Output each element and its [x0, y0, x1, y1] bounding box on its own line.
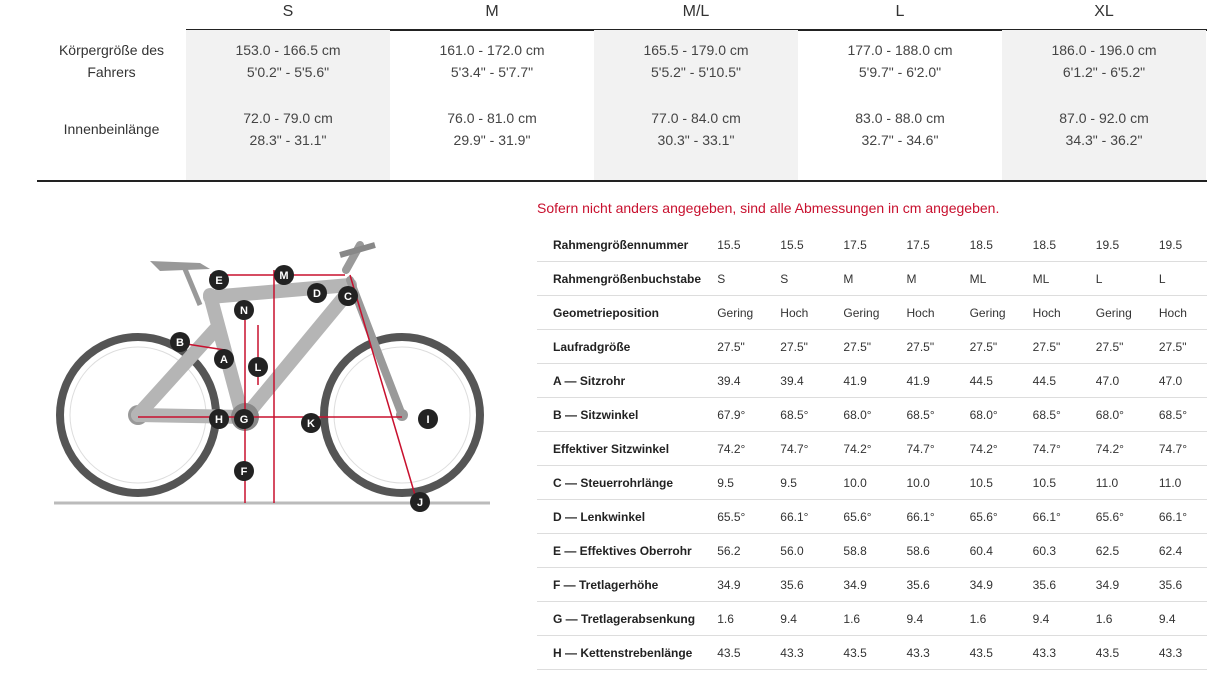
rider-height-in: 5'9.7" - 6'2.0": [858, 64, 942, 80]
units-notice: Sofern nicht anders angegeben, sind alle Abmessungen in cm angegeben.: [537, 200, 1000, 216]
table-cell: L: [1095, 271, 1103, 286]
table-row: [537, 262, 1207, 296]
inseam-in: 30.3" - 33.1": [657, 132, 735, 148]
marker-m-label: M: [279, 270, 289, 282]
table-cell: 35.6: [1032, 577, 1057, 592]
table-cell: 74.2°: [1095, 441, 1124, 456]
table-cell: 43.5: [969, 645, 993, 660]
table-row: [537, 500, 1207, 534]
table-cell: 62.4: [1158, 543, 1183, 558]
table-cell: 9.4: [1158, 611, 1176, 626]
table-cell: 43.5: [1095, 645, 1120, 660]
table-cell: 17.5: [843, 237, 867, 252]
table-cell: 68.5°: [1032, 407, 1061, 422]
table-cell: 74.2°: [843, 441, 872, 456]
size-table: [37, 0, 1207, 148]
table-row: [537, 398, 1207, 432]
table-cell: 68.0°: [969, 407, 998, 422]
table-cell: 34.9: [843, 577, 867, 592]
rider-height-cm: 177.0 - 188.0 cm: [847, 42, 953, 58]
table-cell: 27.5": [1032, 339, 1061, 354]
size-col-s: [186, 30, 390, 180]
inseam-cm: 77.0 - 84.0 cm: [651, 110, 741, 126]
table-cell: 35.6: [906, 577, 930, 592]
table-cell: 34.9: [717, 577, 741, 592]
table-cell: 27.5": [843, 339, 872, 354]
row-label: A — Sitzrohr: [553, 373, 626, 388]
size-col-l: [798, 30, 1002, 180]
bike-illustration: [50, 225, 495, 525]
marker-h-label: H: [215, 414, 223, 426]
bike-geometry-diagram: [50, 225, 495, 525]
table-cell: 39.4: [780, 373, 804, 388]
table-cell: 11.0: [1095, 475, 1119, 490]
inseam-cm: 83.0 - 88.0 cm: [855, 110, 945, 126]
row-label: Effektiver Sitzwinkel: [553, 441, 670, 456]
inseam-cm: 87.0 - 92.0 cm: [1059, 110, 1149, 126]
marker-d-label: D: [313, 288, 321, 300]
table-cell: Gering: [843, 305, 880, 320]
marker-c-label: C: [344, 291, 352, 303]
row-label: Rahmengrößennummer: [553, 237, 689, 252]
table-cell: 43.3: [780, 645, 804, 660]
table-cell: 19.5: [1095, 237, 1120, 252]
table-cell: 56.2: [717, 543, 741, 558]
table-cell: 35.6: [780, 577, 804, 592]
saddle: [150, 261, 210, 271]
table-cell: 60.4: [969, 543, 993, 558]
table-cell: 9.4: [906, 611, 924, 626]
table-cell: 27.5": [969, 339, 998, 354]
table-cell: 60.3: [1032, 543, 1057, 558]
size-body: [37, 30, 1207, 180]
row-label: Laufradgröße: [553, 339, 631, 354]
table-cell: 41.9: [906, 373, 930, 388]
table-cell: Gering: [969, 305, 1006, 320]
table-cell: 43.5: [717, 645, 741, 660]
size-col-ml: [594, 30, 798, 180]
table-row: [537, 636, 1207, 670]
table-cell: 74.7°: [780, 441, 809, 456]
table-cell: S: [717, 271, 726, 286]
row-label: F — Tretlagerhöhe: [553, 577, 659, 592]
table-cell: Gering: [1095, 305, 1132, 320]
table-cell: 27.5": [1095, 339, 1124, 354]
table-cell: 43.5: [843, 645, 867, 660]
table-cell: 1.6: [1095, 611, 1113, 626]
table-cell: S: [780, 271, 789, 286]
table-cell: M: [843, 271, 854, 286]
inseam-cm: 76.0 - 81.0 cm: [447, 110, 537, 126]
table-cell: 65.6°: [969, 509, 998, 524]
table-cell: 15.5: [780, 237, 804, 252]
size-header-l: L: [895, 3, 905, 20]
inseam-in: 29.9" - 31.9": [453, 132, 531, 148]
rider-height-cm: 186.0 - 196.0 cm: [1051, 42, 1157, 58]
rider-height-in: 5'3.4" - 5'7.7": [450, 64, 534, 80]
table-cell: 43.3: [1032, 645, 1057, 660]
size-header-s: S: [282, 3, 294, 20]
table-cell: 66.1°: [1158, 509, 1188, 524]
table-cell: 65.6°: [843, 509, 872, 524]
size-header-row: [186, 0, 1207, 31]
table-cell: 34.9: [1095, 577, 1120, 592]
row-label: E — Effektives Oberrohr: [553, 543, 692, 558]
table-cell: 68.0°: [843, 407, 872, 422]
table-cell: Hoch: [1158, 305, 1187, 320]
table-cell: 68.5°: [1158, 407, 1188, 422]
table-cell: 44.5: [969, 373, 993, 388]
table-cell: 68.5°: [906, 407, 935, 422]
table-cell: 9.5: [780, 475, 797, 490]
marker-l-label: L: [254, 362, 262, 374]
size-table-divider: [37, 180, 1207, 182]
marker-e-label: E: [215, 275, 223, 287]
table-cell: 15.5: [717, 237, 741, 252]
rider-height-cm: 153.0 - 166.5 cm: [235, 42, 341, 58]
table-cell: 74.7°: [1158, 441, 1188, 456]
inseam-in: 28.3" - 31.1": [249, 132, 327, 148]
table-cell: Hoch: [1032, 305, 1061, 320]
rider-height-cm: 161.0 - 172.0 cm: [439, 42, 545, 58]
table-cell: 17.5: [906, 237, 930, 252]
table-cell: 10.5: [1032, 475, 1057, 490]
table-cell: 67.9°: [717, 407, 746, 422]
table-row: [537, 296, 1207, 330]
row-label: C — Steuerrohrlänge: [553, 475, 674, 490]
table-row: [537, 432, 1207, 466]
table-cell: ML: [1032, 271, 1050, 286]
table-cell: 65.6°: [1095, 509, 1124, 524]
table-cell: 65.5°: [717, 509, 746, 524]
table-cell: 10.0: [843, 475, 867, 490]
marker-k-label: K: [307, 418, 315, 430]
table-cell: 74.7°: [1032, 441, 1061, 456]
geometry-table: [537, 228, 1207, 670]
row-label: Rahmengrößenbuchstabe: [553, 271, 702, 286]
table-cell: 56.0: [780, 543, 804, 558]
table-cell: 10.0: [906, 475, 930, 490]
size-header-xl: XL: [1094, 3, 1114, 20]
marker-g-label: G: [239, 414, 249, 426]
row-label: D — Lenkwinkel: [553, 509, 646, 524]
marker-n-label: N: [240, 305, 248, 317]
table-cell: 44.5: [1032, 373, 1057, 388]
table-row: [537, 568, 1207, 602]
table-cell: 66.1°: [780, 509, 809, 524]
table-cell: Hoch: [780, 305, 809, 320]
table-cell: Hoch: [906, 305, 935, 320]
table-cell: L: [1158, 271, 1166, 286]
fork: [346, 245, 402, 415]
table-cell: 1.6: [843, 611, 861, 626]
rider-height-label: Körpergröße des Fahrers: [58, 42, 165, 80]
inseam-label: Innenbeinlänge: [63, 121, 160, 137]
table-cell: 27.5": [717, 339, 745, 354]
table-cell: 10.5: [969, 475, 993, 490]
table-cell: 66.1°: [1032, 509, 1061, 524]
table-cell: ML: [969, 271, 987, 286]
inseam-in: 34.3" - 36.2": [1065, 132, 1143, 148]
table-cell: 62.5: [1095, 543, 1120, 558]
table-cell: 68.5°: [780, 407, 809, 422]
table-row: [537, 602, 1207, 636]
table-cell: 43.3: [906, 645, 930, 660]
rider-height-in: 6'1.2" - 6'5.2": [1062, 64, 1146, 80]
table-cell: 35.6: [1158, 577, 1183, 592]
rider-height-cm: 165.5 - 179.0 cm: [643, 42, 749, 58]
table-cell: 34.9: [969, 577, 993, 592]
table-cell: 58.6: [906, 543, 930, 558]
table-cell: M: [906, 271, 917, 286]
table-cell: 18.5: [1032, 237, 1057, 252]
row-label: Geometrieposition: [553, 305, 660, 320]
marker-f-label: F: [240, 466, 248, 478]
marker-b-label: B: [176, 337, 184, 349]
table-cell: 27.5": [906, 339, 935, 354]
table-cell: 19.5: [1158, 237, 1183, 252]
marker-j-label: J: [416, 497, 424, 509]
table-row: [537, 228, 1207, 262]
table-cell: 66.1°: [906, 509, 935, 524]
row-label: G — Tretlagerabsenkung: [553, 611, 696, 626]
rider-height-in: 5'0.2" - 5'5.6": [246, 64, 330, 80]
table-cell: 27.5": [1158, 339, 1187, 354]
table-cell: 1.6: [969, 611, 987, 626]
table-row: [537, 466, 1207, 500]
table-row: [537, 534, 1207, 568]
table-cell: 41.9: [843, 373, 867, 388]
row-label: B — Sitzwinkel: [553, 407, 639, 422]
table-cell: 74.7°: [906, 441, 935, 456]
table-cell: 68.0°: [1095, 407, 1124, 422]
size-col-m: [390, 30, 594, 180]
size-header-ml: M/L: [682, 3, 710, 20]
table-cell: 1.6: [717, 611, 734, 626]
table-cell: 9.4: [1032, 611, 1050, 626]
table-row: [537, 330, 1207, 364]
marker-a-label: A: [220, 354, 228, 366]
row-label: H — Kettenstrebenlänge: [553, 645, 693, 660]
inseam-cm: 72.0 - 79.0 cm: [243, 110, 333, 126]
rider-height-in: 5'5.2" - 5'10.5": [650, 64, 741, 80]
table-cell: 18.5: [969, 237, 993, 252]
table-cell: Gering: [717, 305, 754, 320]
table-cell: 9.4: [780, 611, 797, 626]
size-header-m: M: [485, 3, 499, 20]
size-col-xl: [1002, 30, 1206, 180]
table-cell: 43.3: [1158, 645, 1183, 660]
table-cell: 47.0: [1095, 373, 1120, 388]
table-cell: 27.5": [780, 339, 808, 354]
table-cell: 47.0: [1158, 373, 1183, 388]
table-cell: 11.0: [1158, 475, 1182, 490]
inseam-in: 32.7" - 34.6": [861, 132, 939, 148]
table-cell: 74.2°: [969, 441, 998, 456]
table-cell: 39.4: [717, 373, 741, 388]
table-row: [537, 364, 1207, 398]
table-cell: 9.5: [717, 475, 734, 490]
table-cell: 58.8: [843, 543, 867, 558]
marker-i-label: I: [426, 414, 430, 426]
table-cell: 74.2°: [717, 441, 746, 456]
